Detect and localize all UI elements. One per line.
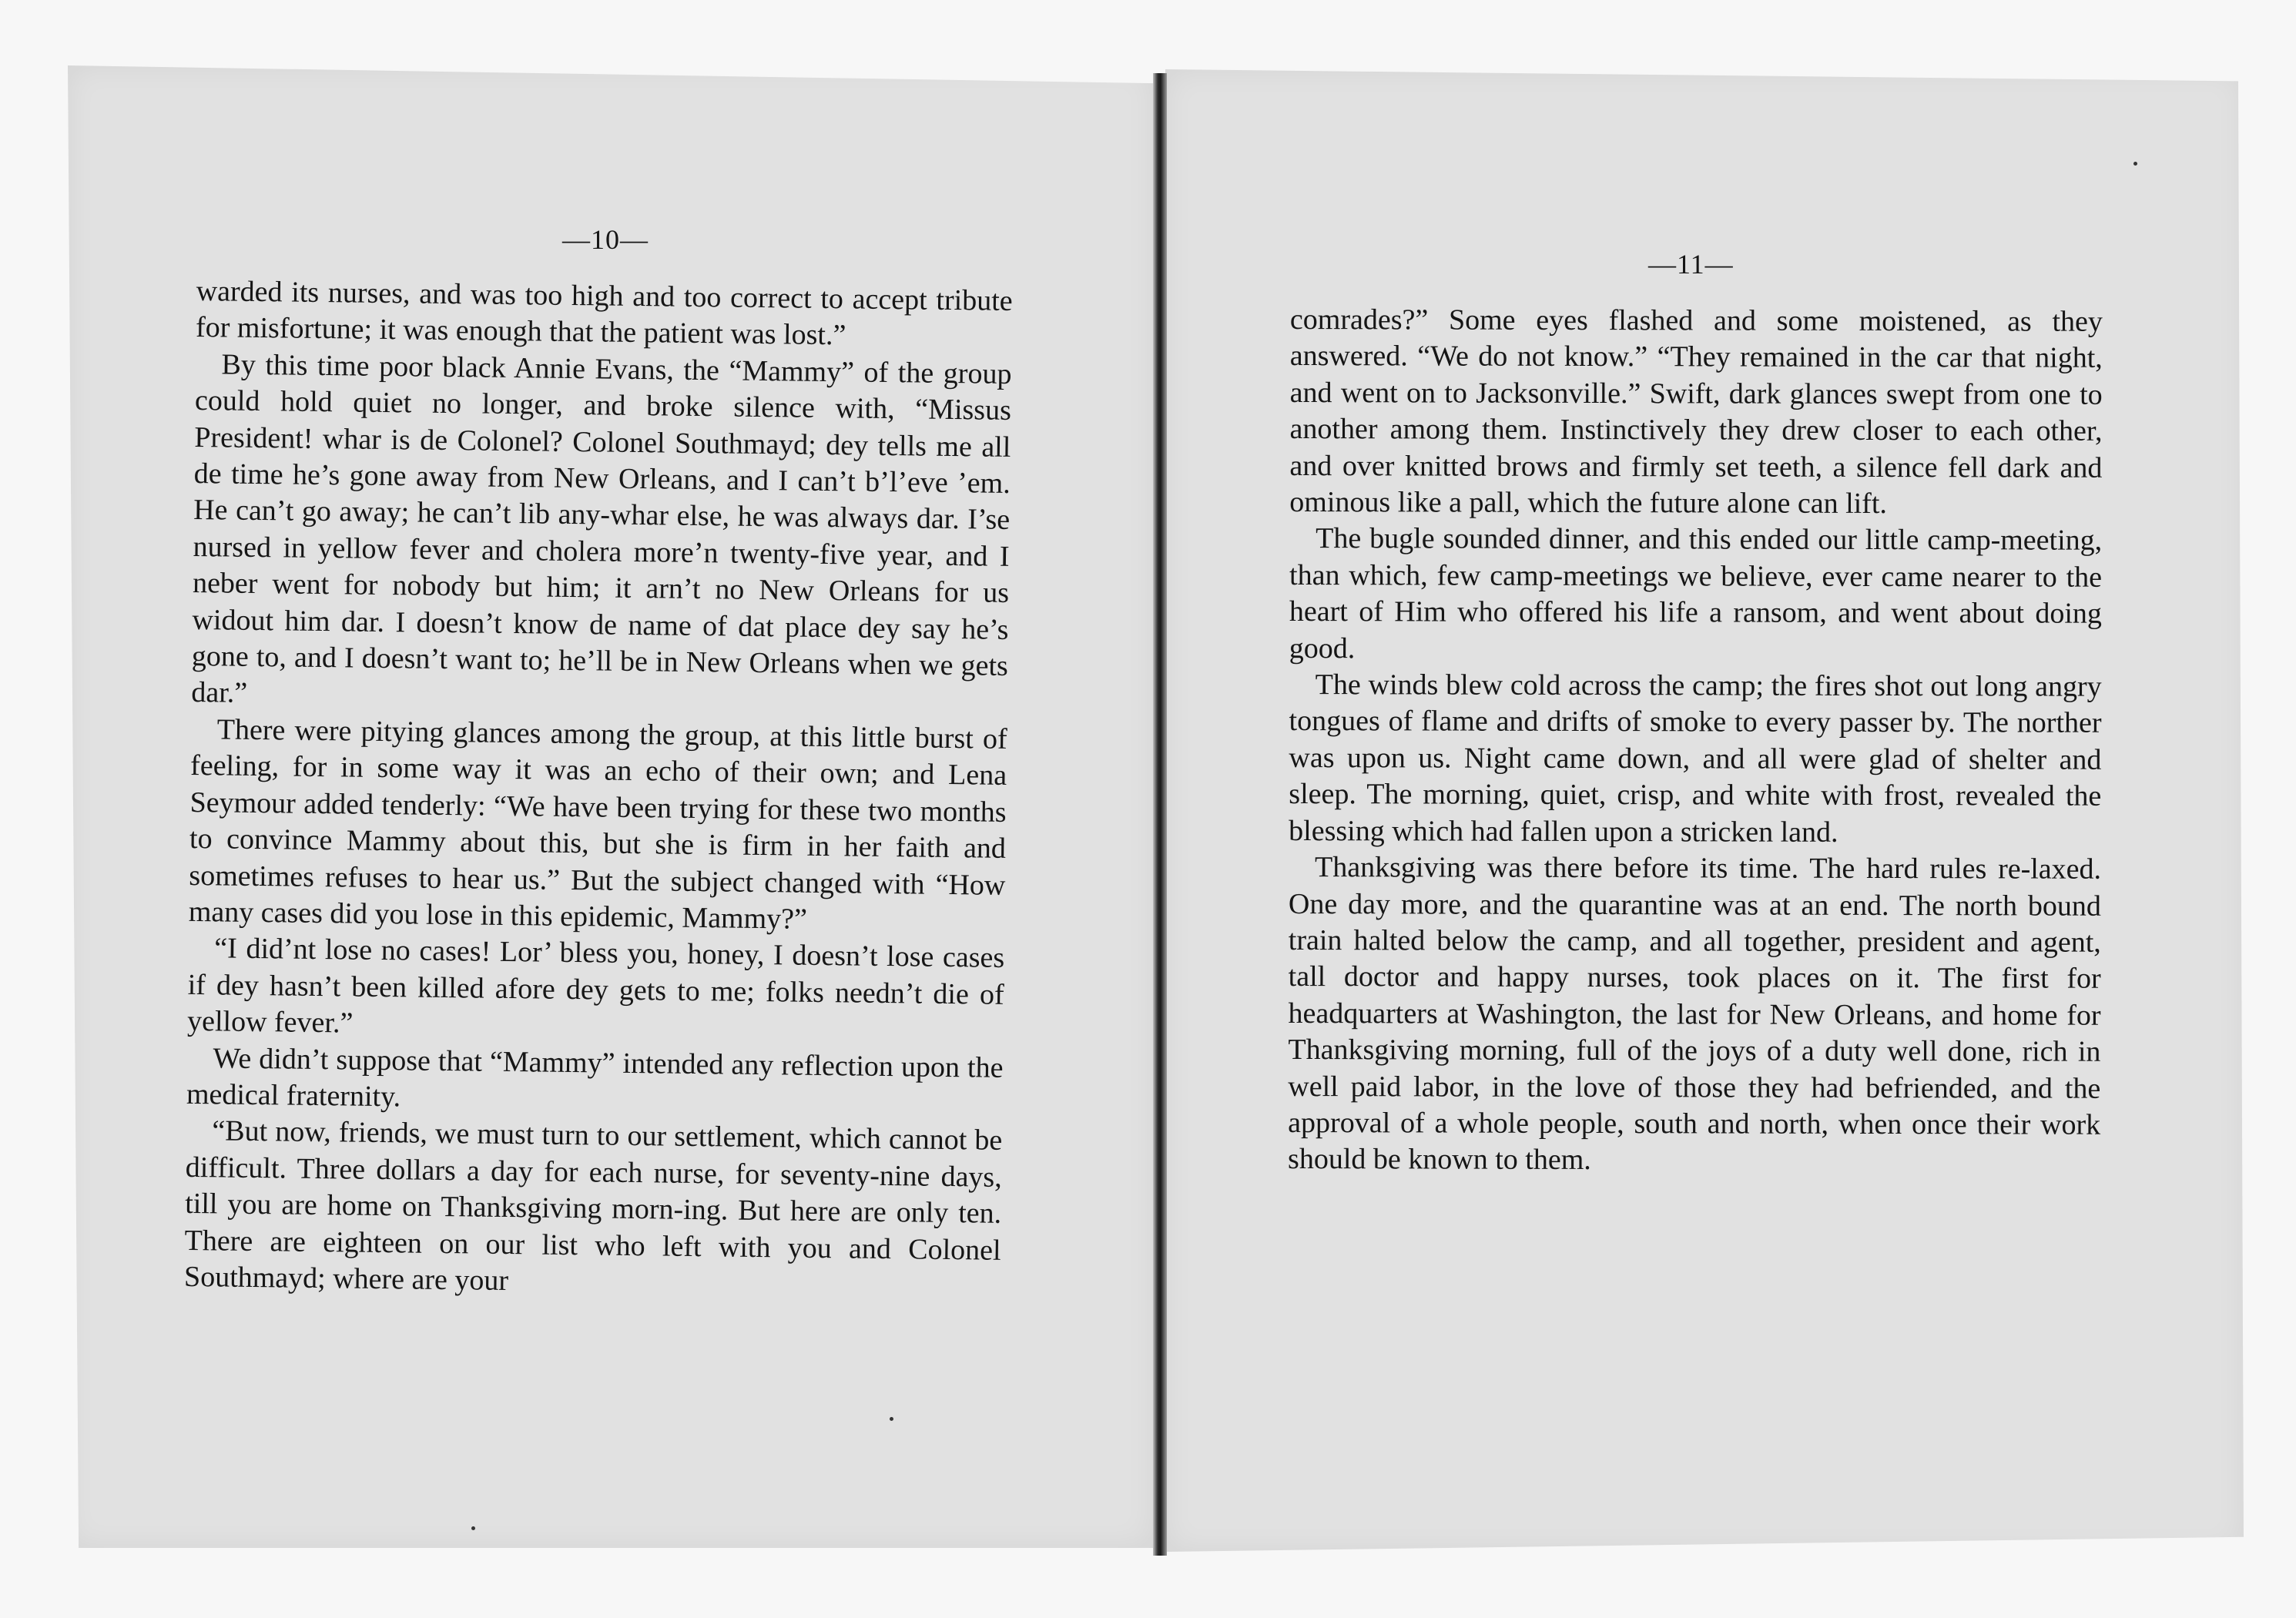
left-page-text xyxy=(184,273,1013,1305)
left-paragraph-4: “I did’nt lose no cases! Lor’ bless you, honey, I doesn’t lose cases if dey hasn’t been killed afore dey gets to me; folks needn’t die of yellow fever.” xyxy=(186,932,1005,1040)
left-paragraph-1: warded its nurses, and was too high and too correct to accept tribute for misfortune; it was enough that the patient was lost.” xyxy=(195,274,1013,352)
left-paragraph-5: We didn’t suppose that “Mammy” intended any reflection upon the medical fraternity. xyxy=(186,1041,1004,1114)
right-paragraph-4: Thanksgiving was there before its time. The hard rules re-laxed. One day more, and the quarantine was at an end. The north bound train halted below the camp, and all together, president and agent, tall doctor and happy nurses, took places on it. The first for headquarters at Washington, the last for New Orleans, and home for Thanksgiving morning, full of the joys of a duty well done, rich in well paid labor, in the love of those they had befriended, and the approval of a whole people, south and north, when once their work should be known to them. xyxy=(1288,851,2102,1177)
right-paragraph-3: The winds blew cold across the camp; the fires shot out long angry tongues of flame and drifts of smoke to every passer by. The norther was upon us. Night came down, and all were glad of shelter and sleep. The morning, quiet, crisp, and white with frost, revealed the blessing which had fallen upon a stricken land. xyxy=(1289,668,2102,849)
right-page-number: —11— xyxy=(1648,249,1734,280)
left-page-number: —10— xyxy=(562,224,649,255)
right-paragraph-2: The bugle sounded dinner, and this ended our little camp-meeting, than which, few camp-meetings we believe, ever came nearer to the heart of Him who offered his life a ransom, and went about doing good. xyxy=(1289,522,2103,665)
left-paragraph-2: By this time poor black Annie Evans, the “Mammy” of the group could hold quiet no longer, and broke silence with, “Missus President! whar is de Colonel? Colonel Southmayd; dey tells me all de time he’s gone away from New Orleans, and I can’t b’l’eve ’em. He can’t go away; he can’t lib any-whar else, he was always dar. I’se nursed in yellow fever and cholera more’n twenty-five year, and I neber went for nobody but him; it arn’t no New Orleans for us widout him dar. I doesn’t know de name of dat place dey say he’s gone to, and I doesn’t want to; he’ll be in New Orleans when we gets dar.” xyxy=(191,348,1012,710)
dust-speck xyxy=(471,1526,475,1530)
left-paragraph-3: There were pitying glances among the group, at this little burst of feeling, for in some way it was an echo of their own; and Lena Seymour added tenderly: “We have been trying for these two months to convince Mammy about this, but she is firm in her faith and sometimes refuses to hear us.” But the subject changed with “How many cases did you lose in this epidemic, Mammy?” xyxy=(188,713,1007,936)
book-gutter xyxy=(1153,73,1167,1556)
dust-speck xyxy=(890,1417,893,1421)
dust-speck xyxy=(2133,162,2137,166)
left-paragraph-6: “But now, friends, we must turn to our settlement, which cannot be difficult. Three dollars a day for each nurse, for seventy-nine days, till you are home on Thanksgiving morn-ing. But here are only ten. There are eighteen on our list who left with you and Colonel Southmayd; where are your xyxy=(183,1114,1003,1298)
right-page-text xyxy=(1288,302,2103,1181)
right-paragraph-1: comrades?” Some eyes flashed and some moistened, as they answered. “We do not know.” “They remained in the car that night, and went on to Jacksonville.” Swift, dark glances swept from one to another among them. Instinctively they drew closer to each other, and over knitted brows and firmly set teeth, a silence fell dark and ominous like a pall, which the future alone can lift. xyxy=(1289,303,2103,521)
